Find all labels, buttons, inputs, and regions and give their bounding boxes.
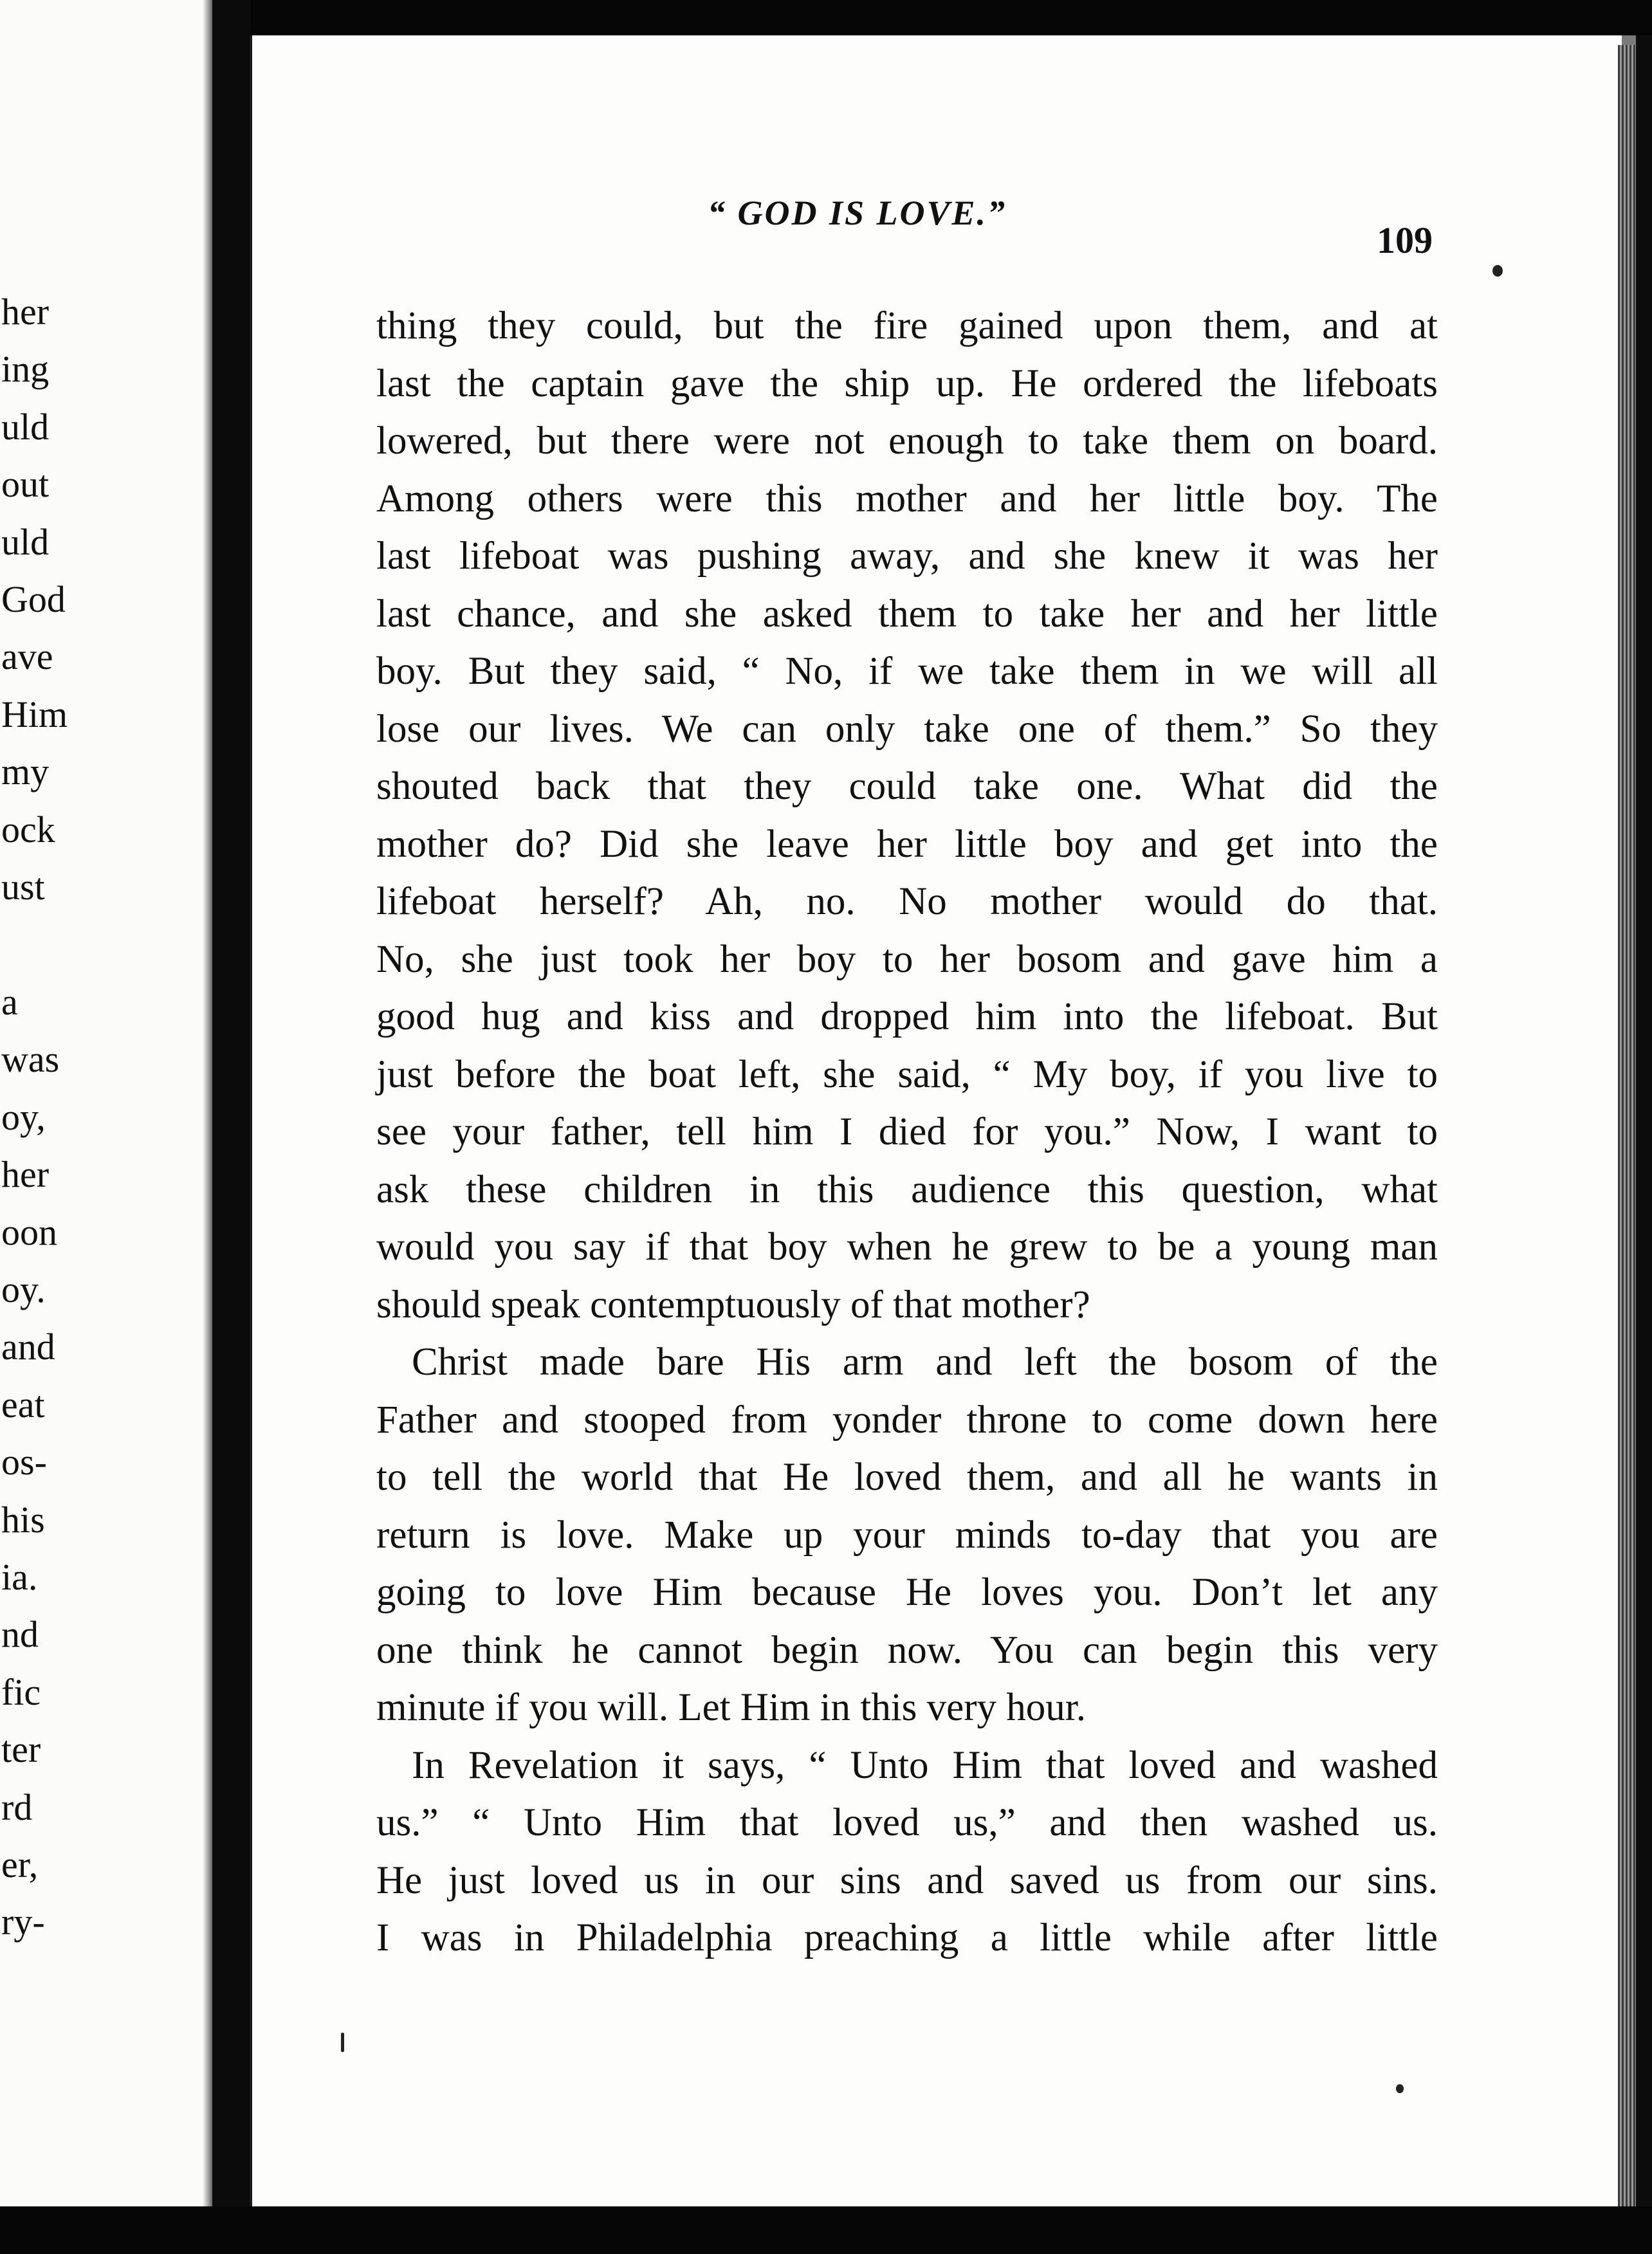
scan-bottom-margin (0, 2206, 1652, 2254)
text-line: No, she just took her boy to her bosom and gave him a (376, 937, 1438, 981)
text-line: boy. But they said, “ No, if we take them in we will all (376, 650, 1438, 693)
facing-page-fragment: fic (1, 1671, 41, 1713)
text-line: last chance, and she asked them to take her and her little (376, 592, 1438, 636)
text-line: lifeboat herself? Ah, no. No mother would do that. (376, 880, 1438, 923)
text-line: lose our lives. We can only take one of them.” So they (376, 707, 1438, 751)
facing-page-fragment: er, (1, 1843, 39, 1885)
book-gutter (212, 0, 251, 2254)
facing-page-fragment: his (1, 1498, 45, 1541)
facing-page-fragment (0, 915, 61, 973)
text-line: should speak contemptuously of that mother? (376, 1283, 1090, 1326)
text-line: one think he cannot begin now. You can begin this very (376, 1628, 1438, 1672)
text-line: ask these children in this audience this question, what (376, 1168, 1438, 1211)
facing-page-text-fragments (0, 283, 212, 1951)
running-title: “ GOD IS LOVE.” (708, 194, 1007, 232)
text-line: just before the boat left, she said, “ My boy, if you live to (376, 1052, 1438, 1096)
text-line: shouted back that they could take one. What did the (376, 765, 1438, 808)
facing-page-fragment: ter (1, 1728, 41, 1771)
text-line: He just loved us in our sins and saved us from our sins. (376, 1858, 1438, 1902)
body-text (376, 297, 1438, 1967)
text-line: going to love Him because He loves you. Don’t let any (376, 1571, 1438, 1614)
facing-page-fragment: ock (1, 808, 55, 850)
facing-page-fragment: oy. (1, 1268, 46, 1310)
text-line: thing they could, but the fire gained upon them, and at (376, 304, 1438, 347)
paragraph (376, 297, 1438, 1333)
facing-page-fragment: my (1, 751, 50, 793)
facing-page-fragment: nd (1, 1613, 39, 1656)
text-line: last lifeboat was pushing away, and she knew it was her (376, 535, 1438, 578)
text-line: Christ made bare His arm and left the bosom of the (412, 1341, 1438, 1384)
facing-page-fragment: God (1, 578, 66, 621)
facing-page-fragment: oon (1, 1211, 57, 1253)
facing-page-fragment: rd (1, 1786, 33, 1828)
paragraph (376, 1333, 1438, 1737)
text-line: to tell the world that He loved them, and all he wants in (376, 1456, 1438, 1499)
facing-page-fragment: oy, (1, 1095, 46, 1138)
text-line: last the captain gave the ship up. He ordered the lifeboats (376, 362, 1438, 405)
facing-page-fragment: her (1, 1153, 50, 1196)
text-line: mother do? Did she leave her little boy and get into the (376, 822, 1438, 866)
text-line: return is love. Make up your minds to-day that you are (376, 1513, 1438, 1557)
scan-speck (1396, 2084, 1404, 2093)
facing-page-fragment: Him (1, 693, 68, 735)
facing-page-fragment: out (1, 463, 50, 506)
text-line: In Revelation it says, “ Unto Him that loved and washed (412, 1743, 1438, 1787)
text-line: minute if you will. Let Him in this very hour. (376, 1686, 1086, 1729)
facing-page-fragment: ust (1, 866, 45, 908)
facing-page-fragment: ry- (1, 1901, 45, 1943)
text-line: I was in Philadelphia preaching a little while after little (376, 1916, 1438, 1959)
scan-speck (1492, 265, 1503, 277)
facing-page-fragment: uld (1, 520, 50, 563)
facing-page-fragment: ia. (1, 1555, 38, 1598)
text-line: us.” “ Unto Him that loved us,” and then washed us. (376, 1801, 1438, 1844)
facing-page-fragment: eat (1, 1383, 45, 1425)
text-line: Among others were this mother and her little boy. The (376, 477, 1438, 520)
text-line: would you say if that boy when he grew to be a young man (376, 1225, 1438, 1269)
text-line: Father and stooped from yonder throne to come down here (376, 1398, 1438, 1442)
facing-page-fragment: and (1, 1326, 55, 1368)
facing-page-fragment: uld (1, 405, 50, 448)
facing-page-fragment: her (1, 291, 50, 333)
page-number: 109 (1377, 219, 1433, 261)
facing-page (0, 0, 212, 2254)
scan-speck (341, 2033, 344, 2052)
text-line: good hug and kiss and dropped him into the lifeboat. But (376, 995, 1438, 1038)
facing-page-fragment: os- (1, 1441, 47, 1483)
facing-page-fragment: ing (1, 348, 50, 390)
text-line: lowered, but there were not enough to take them on board. (376, 419, 1438, 463)
paragraph (376, 1737, 1438, 1967)
facing-page-fragment: a (1, 980, 18, 1023)
text-line: see your father, tell him I died for you.” Now, I want to (376, 1110, 1438, 1153)
facing-page-fragment: was (1, 1038, 60, 1081)
facing-page-fragment: ave (1, 636, 53, 678)
page-edges (1618, 45, 1636, 2219)
